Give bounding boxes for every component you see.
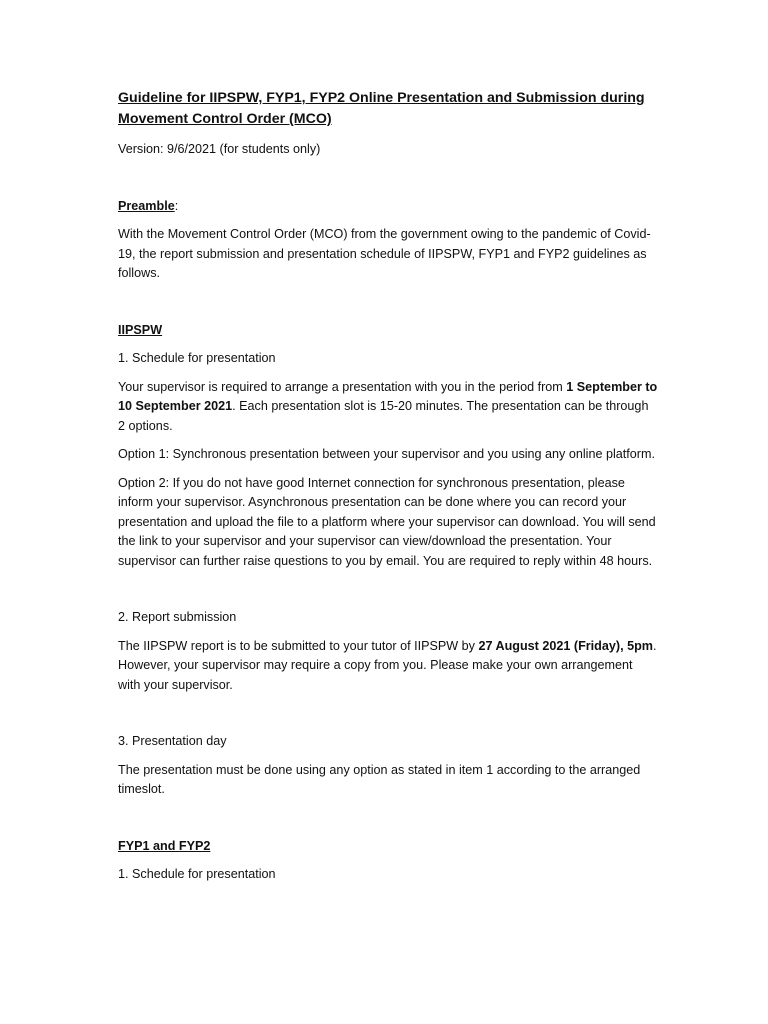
preamble-heading-text: Preamble [118,198,175,213]
preamble-colon: : [174,198,179,213]
document-page [118,88,658,894]
iipspw-heading [118,321,658,341]
iipspw-item3-title: 3. Presentation day [118,734,227,748]
iipspw-option1: Option 1: Synchronous presentation between your supervisor and you using any online platform. [118,447,655,461]
document-title: Guideline for IIPSPW, FYP1, FYP2 Online Presentation and Submission during Movement Control Order (MCO) [118,90,645,127]
fyp-item1-title: 1. Schedule for presentation [118,867,276,881]
iipspw-item1-p1-bold: 1 September to 10 September 2021 [118,379,658,413]
iipspw-item2-title: 2. Report submission [118,610,237,624]
version-line: Version: 9/6/2021 (for students only) [118,142,321,156]
fyp-heading-text: FYP1 and FYP2 [118,838,211,853]
iipspw-heading-text: IIPSPW [118,322,163,337]
preamble-text: With the Movement Control Order (MCO) from the government owing to the pandemic of Covid-19, the report submission and presentation schedule of IIPSPW, FYP1 and FYP2 guidelines as follows. [118,227,651,280]
iipspw-item2-p-b: . However, your supervisor may require a copy from you. Please make your own arrangement with your supervisor. [118,638,657,692]
iipspw-item3-text: The presentation must be done using any option as stated in item 1 according to the arranged timeslot. [118,762,641,796]
iipspw-item2-p-a: The IIPSPW report is to be submitted to your tutor of IIPSPW by [118,638,479,653]
preamble-heading [118,197,658,217]
iipspw-item2-p-bold: 27 August 2021 (Friday), 5pm [478,638,653,653]
iipspw-option2: Option 2: If you do not have good Internet connection for synchronous presentation, please inform your supervisor. Asynchronous presentation can be done where you can record your presentation and upload the file to a platform where your supervisor can download. You will send the link to your supervisor and your supervisor can view/download the presentation. Your supervisor can further raise questions to you by email. You are required to reply within 48 hours. [118,475,656,568]
iipspw-item1-paragraph [118,378,658,437]
iipspw-item1-p1-b: . Each presentation slot is 15-20 minutes. The presentation can be through 2 options. [118,399,649,433]
iipspw-item1-title: 1. Schedule for presentation [118,351,276,365]
iipspw-item1-p1-a: Your supervisor is required to arrange a presentation with you in the period from [118,379,567,394]
iipspw-item2-paragraph [118,637,658,696]
fyp-heading [118,837,658,857]
